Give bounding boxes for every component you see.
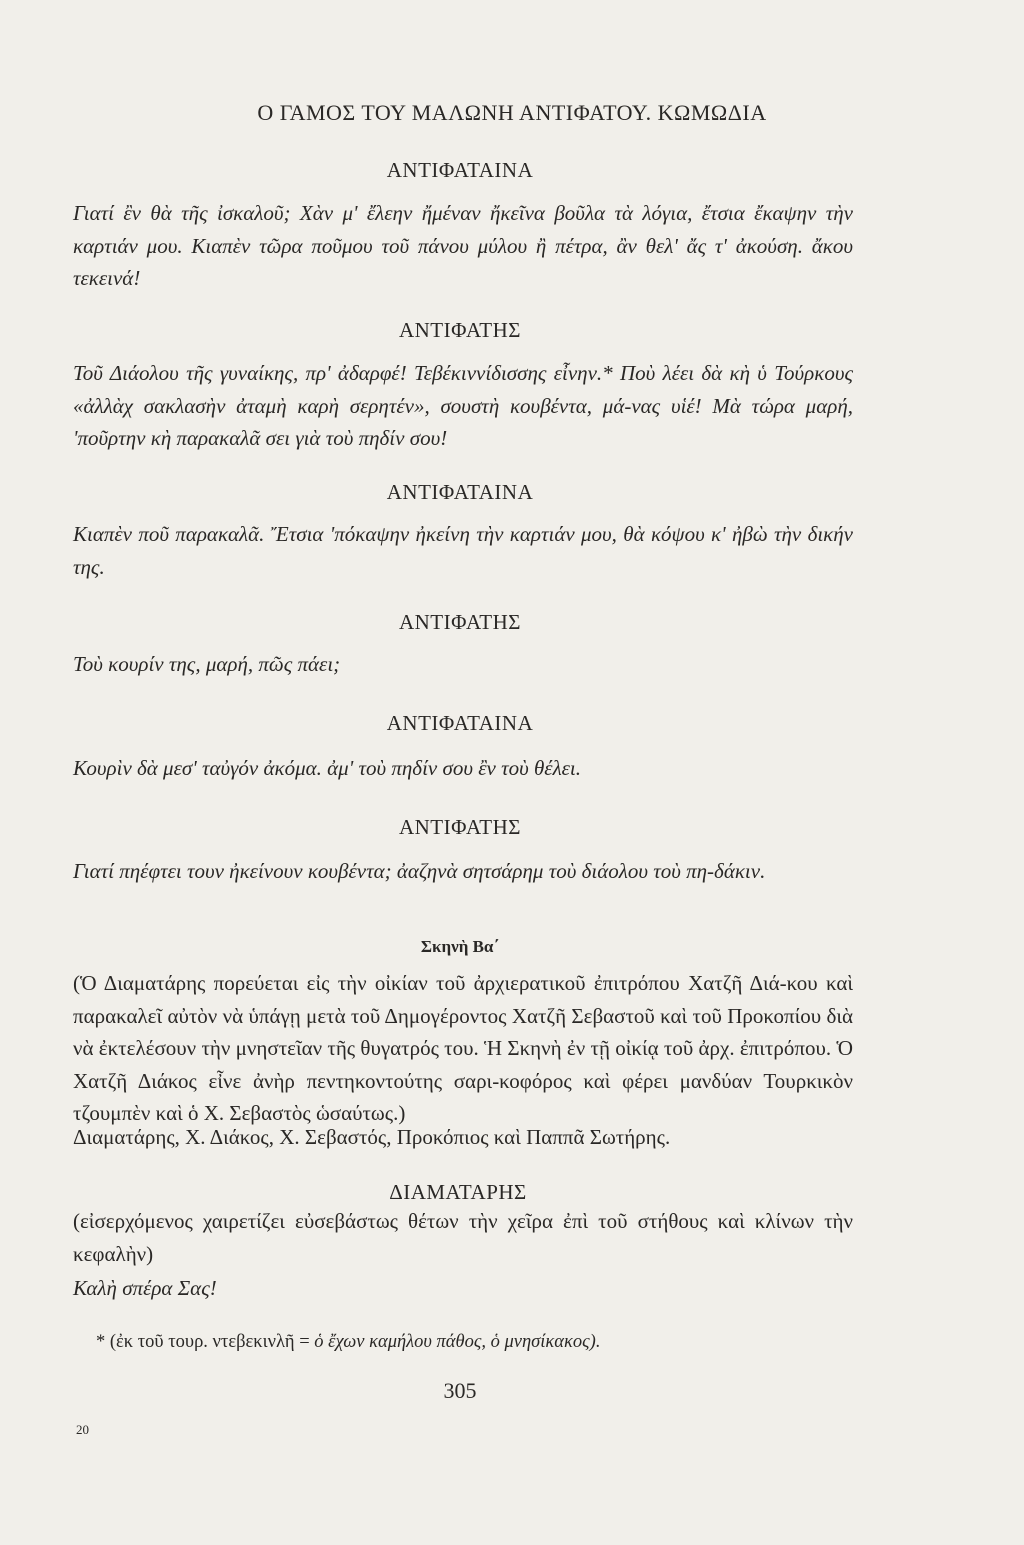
dialogue-line: Κιαπὲν ποῦ παρακαλᾶ. Ἔτσια 'πόκαψην ἠκείνη τὴν καρτιάν μου, θὰ κόψου κ' ἠβὼ τὴν δικήν της. (73, 522, 853, 579)
running-header: Ο ΓΑΜΟΣ ΤΟΥ ΜΑΛΩΝΗ ΑΝΤΙΦΑΤΟΥ. ΚΩΜΩΔΙΑ (257, 100, 767, 125)
signature-mark: 20 (76, 1422, 89, 1437)
dialogue-line: Κουρὶν δὰ μεσ' ταὐγόν ἀκόμα. ἀμ' τοὺ πηδίν σου ἒν τοὺ θέλει. (73, 756, 582, 780)
speaker-antifataina: ΑΝΤΙΦΑΤΑΙΝΑ (386, 711, 534, 735)
dialogue-line: Τοῦ Διάολου τῆς γυναίκης, πρ' ἀδαρφέ! Τεβέκιννίδισσης εἶνην.* Ποὺ λέει δὰ κὴ ὑ Τούρκους «ἀλλὰχ σακλασὴν ἀταμὴ καρὴ σερητέν», σουστὴ κουβέντα, μά-νας υἱέ! Μὰ τώρα μαρή, 'ποῦρτην κὴ παρακαλᾶ σει γιὰ τοὺ πηδίν σου! (73, 361, 853, 450)
footnote-text: ὁ ἔχων καμήλου πάθος, ὁ μνησίκακος). (314, 1332, 601, 1352)
footnote-marker: * (ἐκ τοῦ τουρ. ντεβεκινλῆ = (96, 1332, 310, 1352)
speaker-antifataina: ΑΝΤΙΦΑΤΑΙΝΑ (386, 480, 534, 504)
dialogue-line: Γιατί ἒν θὰ τῆς ἰσκαλοῦ; Χὰν μ' ἔλεην ἤμέναν ἤκεῖνα βοῦλα τὰ λόγια, ἔτσια ἔκαψην τὴν καρτιάν μου. Κιαπὲν τῶρα ποῦμου τοῦ πάνου μύλου ἢ πέτρα, ἂν θελ' ἄς τ' ἀκούση. ἄκου τεκεινά! (73, 201, 853, 290)
speaker-antifatis: ΑΝΤΙΦΑΤΗΣ (398, 318, 522, 342)
speaker-antifatis: ΑΝΤΙΦΑΤΗΣ (398, 815, 522, 839)
dialogue-line: Γιατί πηέφτει τουν ἠκείνουν κουβέντα; ἀαζηνὰ σητσάρημ τοὺ διάολου τοὺ πη-δάκιν. (73, 859, 766, 883)
speaker-antifatis: ΑΝΤΙΦΑΤΗΣ (398, 610, 522, 634)
scene-heading: Σκηνὴ Βα΄ (420, 937, 500, 956)
footnote (96, 1332, 856, 1353)
stage-direction: (Ὁ Διαματάρης πορεύεται εἰς τὴν οἰκίαν τοῦ ἀρχιερατικοῦ ἐπιτρόπου Χατζῆ Διά-κου καὶ παρακαλεῖ αὐτὸν νὰ ὑπάγῃ μετὰ τοῦ Δημογέροντος Χατζῆ Σεβαστοῦ καὶ τοῦ Προκοπίου διὰ νὰ ἐκτελέσουν τὴν μνηστεῖαν τῆς θυγατρός του. Ἡ Σκηνὴ ἐν τῇ οἰκίᾳ τοῦ ἀρχ. ἐπιτρόπου. Ὁ Χατζῆ Διάκος εἶνε ἀνὴρ πεντηκοντούτης σαρι-κοφόρος καὶ φέρει μανδύαν Τουρκικὸν τζουμπὲν καὶ ὁ Χ. Σεβαστὸς ὡσαύτως.) (73, 971, 853, 1125)
stage-direction: (εἰσερχόμενος χαιρετίζει εὐσεβάστως θέτων τὴν χεῖρα ἐπὶ τοῦ στήθους καὶ κλίνων τὴν κεφαλὴν) (73, 1209, 853, 1266)
dialogue-line: Καλὴ σπέρα Σας! (73, 1276, 217, 1300)
speaker-diamataris: ΔΙΑΜΑΤΑΡΗΣ (389, 1180, 527, 1204)
speaker-antifataina: ΑΝΤΙΦΑΤΑΙΝΑ (386, 158, 534, 182)
cast-list: Διαματάρης, Χ. Διάκος, Χ. Σεβαστός, Προκόπιος καὶ Παππᾶ Σωτήρης. (73, 1125, 671, 1149)
page-number: 305 (443, 1378, 477, 1403)
dialogue-line: Τοὺ κουρίν της, μαρή, πῶς πάει; (73, 652, 341, 676)
